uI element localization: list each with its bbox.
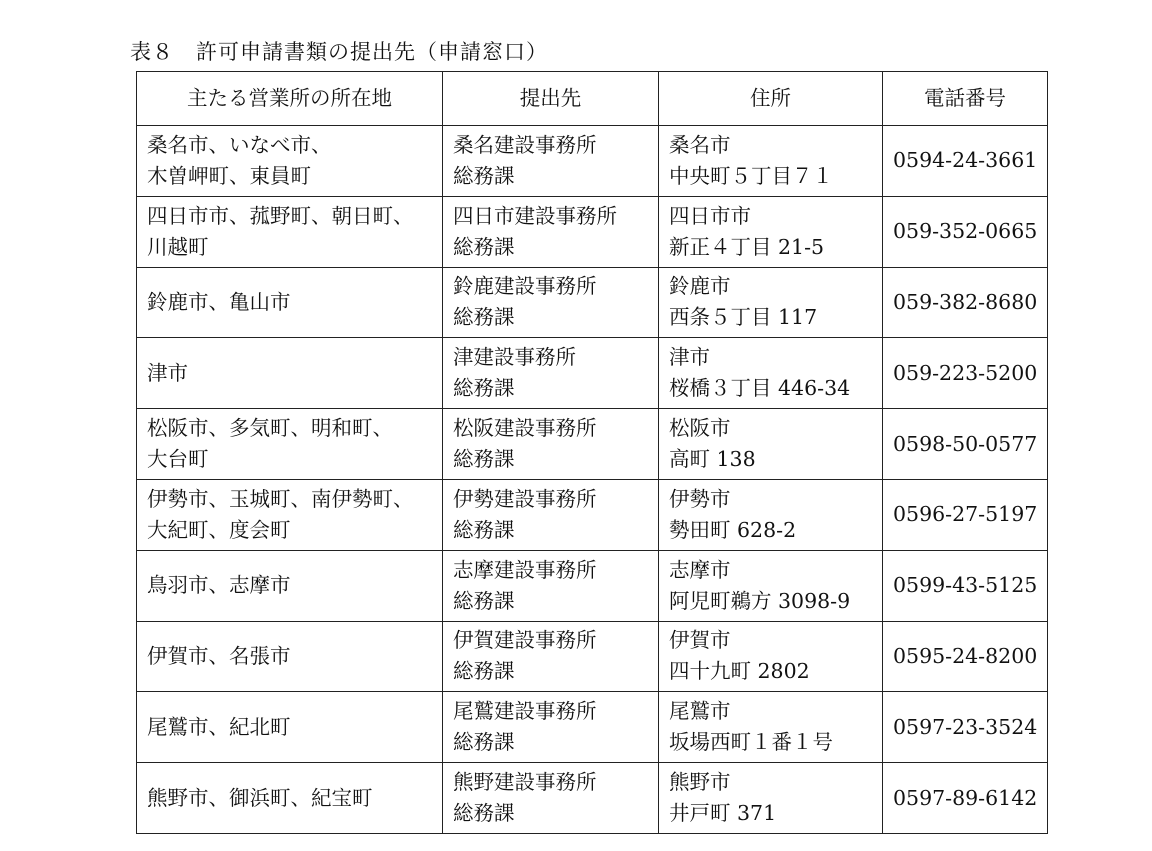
cell-address xyxy=(659,621,883,692)
cell-area xyxy=(137,196,443,267)
cell-office-line: 伊勢建設事務所 xyxy=(453,486,597,511)
cell-area-line: 木曽岬町、東員町 xyxy=(147,163,311,188)
cell-area-line: 大台町 xyxy=(147,447,209,472)
table-body xyxy=(137,126,1048,834)
header-row xyxy=(137,72,1048,126)
table-row xyxy=(137,126,1048,197)
cell-address xyxy=(659,692,883,763)
cell-address-line: 西条５丁目 117 xyxy=(669,305,818,330)
cell-address xyxy=(659,196,883,267)
cell-address-line: 四十九町 2802 xyxy=(669,659,810,684)
cell-office-line: 総務課 xyxy=(453,801,515,826)
cell-area-line: 伊賀市、名張市 xyxy=(147,643,291,668)
cell-area-line: 川越町 xyxy=(147,234,209,259)
cell-office xyxy=(443,621,659,692)
cell-address-line: 新正４丁目 21-5 xyxy=(669,234,825,259)
table-row xyxy=(137,621,1048,692)
cell-area-line: 桑名市、いなべ市、 xyxy=(147,132,332,157)
cell-area xyxy=(137,409,443,480)
cell-area-line: 鈴鹿市、亀山市 xyxy=(147,289,291,314)
header-office: 提出先 xyxy=(443,72,659,126)
cell-address-line: 阿児町鵜方 3098-9 xyxy=(669,588,851,613)
header-phone: 電話番号 xyxy=(883,72,1048,126)
cell-office xyxy=(443,763,659,834)
cell-office xyxy=(443,550,659,621)
table-row xyxy=(137,550,1048,621)
cell-office xyxy=(443,409,659,480)
cell-phone: 0597-89-6142 xyxy=(883,763,1048,834)
cell-office-line: 総務課 xyxy=(453,163,515,188)
cell-address-line: 坂場西町１番１号 xyxy=(669,730,833,755)
cell-address-line: 伊賀市 xyxy=(669,628,731,653)
table-row xyxy=(137,196,1048,267)
cell-office-line: 四日市建設事務所 xyxy=(453,203,617,228)
cell-area xyxy=(137,550,443,621)
table-row xyxy=(137,479,1048,550)
cell-area xyxy=(137,267,443,338)
cell-office xyxy=(443,267,659,338)
cell-office-line: 桑名建設事務所 xyxy=(453,132,597,157)
cell-area xyxy=(137,621,443,692)
cell-area-line: 熊野市、御浜町、紀宝町 xyxy=(147,785,373,810)
cell-address-line: 松阪市 xyxy=(669,416,731,441)
table-row xyxy=(137,409,1048,480)
cell-phone: 0598-50-0577 xyxy=(883,409,1048,480)
cell-office xyxy=(443,479,659,550)
cell-office-line: 熊野建設事務所 xyxy=(453,770,597,795)
cell-address-line: 中央町５丁目７１ xyxy=(669,163,833,188)
cell-address-line: 伊勢市 xyxy=(669,486,731,511)
cell-address xyxy=(659,479,883,550)
cell-area-line: 伊勢市、玉城町、南伊勢町、 xyxy=(147,486,414,511)
cell-address-line: 津市 xyxy=(669,345,710,370)
header-area: 主たる営業所の所在地 xyxy=(137,72,443,126)
cell-office-line: 志摩建設事務所 xyxy=(453,557,597,582)
table-row xyxy=(137,692,1048,763)
cell-office-line: 総務課 xyxy=(453,376,515,401)
cell-phone: 0599-43-5125 xyxy=(883,550,1048,621)
cell-office-line: 総務課 xyxy=(453,588,515,613)
cell-area-line: 大紀町、度会町 xyxy=(147,517,291,542)
cell-office-line: 総務課 xyxy=(453,517,515,542)
cell-office xyxy=(443,126,659,197)
cell-office-line: 尾鷲建設事務所 xyxy=(453,699,597,724)
cell-office-line: 総務課 xyxy=(453,659,515,684)
cell-office-line: 伊賀建設事務所 xyxy=(453,628,597,653)
cell-address-line: 井戸町 371 xyxy=(669,801,777,826)
cell-area-line: 尾鷲市、紀北町 xyxy=(147,714,291,739)
cell-phone: 059-382-8680 xyxy=(883,267,1048,338)
cell-address-line: 四日市市 xyxy=(669,203,751,228)
cell-address xyxy=(659,267,883,338)
cell-area-line: 松阪市、多気町、明和町、 xyxy=(147,416,393,441)
table-row xyxy=(137,763,1048,834)
header-address: 住所 xyxy=(659,72,883,126)
cell-office-line: 総務課 xyxy=(453,730,515,755)
cell-address-line: 熊野市 xyxy=(669,770,731,795)
cell-address-line: 桜橋３丁目 446-34 xyxy=(669,376,851,401)
cell-address xyxy=(659,126,883,197)
table-row xyxy=(137,338,1048,409)
cell-area xyxy=(137,763,443,834)
cell-area-line: 鳥羽市、志摩市 xyxy=(147,573,291,598)
cell-address-line: 勢田町 628-2 xyxy=(669,517,797,542)
office-table xyxy=(136,71,1048,834)
cell-phone: 0594-24-3661 xyxy=(883,126,1048,197)
cell-address xyxy=(659,409,883,480)
cell-office xyxy=(443,338,659,409)
cell-area xyxy=(137,338,443,409)
cell-office xyxy=(443,196,659,267)
cell-address xyxy=(659,338,883,409)
cell-address-line: 尾鷲市 xyxy=(669,699,731,724)
cell-phone: 0597-23-3524 xyxy=(883,692,1048,763)
cell-address-line: 鈴鹿市 xyxy=(669,274,731,299)
cell-office-line: 鈴鹿建設事務所 xyxy=(453,274,597,299)
cell-area xyxy=(137,126,443,197)
cell-address xyxy=(659,763,883,834)
cell-phone: 059-352-0665 xyxy=(883,196,1048,267)
cell-address-line: 高町 138 xyxy=(669,447,756,472)
cell-phone: 0596-27-5197 xyxy=(883,479,1048,550)
cell-phone: 059-223-5200 xyxy=(883,338,1048,409)
cell-office-line: 総務課 xyxy=(453,447,515,472)
cell-office-line: 津建設事務所 xyxy=(453,345,576,370)
cell-address-line: 志摩市 xyxy=(669,557,731,582)
cell-phone: 0595-24-8200 xyxy=(883,621,1048,692)
cell-address-line: 桑名市 xyxy=(669,132,731,157)
table-caption: 表８ 許可申請書類の提出先（申請窓口） xyxy=(130,40,548,64)
cell-area xyxy=(137,692,443,763)
cell-area xyxy=(137,479,443,550)
table-row xyxy=(137,267,1048,338)
cell-office xyxy=(443,692,659,763)
cell-office-line: 松阪建設事務所 xyxy=(453,416,597,441)
cell-area-line: 四日市市、菰野町、朝日町、 xyxy=(147,203,414,228)
cell-address xyxy=(659,550,883,621)
cell-office-line: 総務課 xyxy=(453,305,515,330)
cell-area-line: 津市 xyxy=(147,360,188,385)
cell-office-line: 総務課 xyxy=(453,234,515,259)
